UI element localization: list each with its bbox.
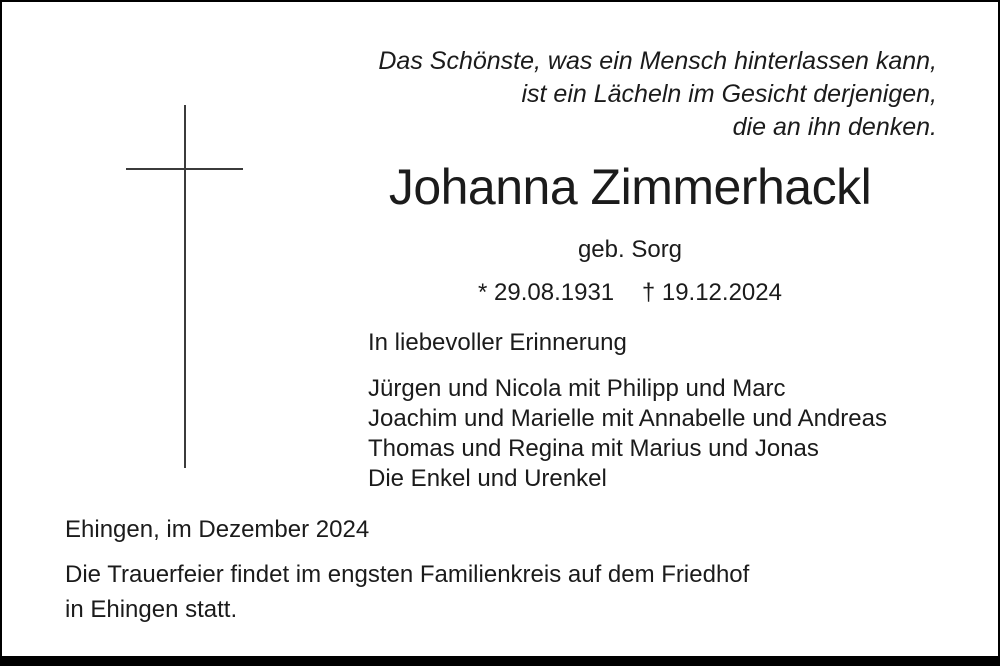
epitaph-quote-line-1: Das Schönste, was ein Mensch hinterlassen kann,	[378, 47, 937, 75]
death-date: † 19.12.2024	[641, 279, 782, 306]
epitaph-quote-line-3: die an ihn denken.	[732, 113, 937, 141]
maiden-name: geb. Sorg	[577, 236, 683, 263]
deceased-name: Johanna Zimmerhackl	[388, 159, 872, 215]
deceased-header	[330, 160, 930, 306]
epitaph-quote	[378, 45, 937, 144]
birth-date: * 29.08.1931	[478, 279, 615, 306]
funeral-notice-line-2: in Ehingen statt.	[65, 596, 238, 623]
memorial-line: In liebevoller Erinnerung	[368, 329, 627, 356]
funeral-notice	[65, 557, 749, 627]
epitaph-quote-line-2: ist ein Lächeln im Gesicht derjenigen,	[521, 80, 937, 108]
bottom-border-bar	[2, 656, 998, 666]
family-line: Die Enkel und Urenkel	[368, 465, 607, 492]
place-date-line: Ehingen, im Dezember 2024	[65, 516, 370, 543]
footer-block	[65, 516, 749, 627]
memorial-cross-icon-bar	[126, 168, 243, 170]
family-line: Joachim und Marielle mit Annabelle und Andreas	[368, 405, 887, 432]
life-dates	[330, 280, 930, 306]
family-list	[368, 374, 887, 494]
memorial-block	[368, 330, 887, 494]
memorial-cross-icon	[184, 105, 186, 468]
funeral-notice-line-1: Die Trauerfeier findet im engsten Familienkreis auf dem Friedhof	[65, 561, 750, 588]
family-line: Thomas und Regina mit Marius und Jonas	[368, 435, 819, 462]
family-line: Jürgen und Nicola mit Philipp und Marc	[368, 375, 786, 402]
